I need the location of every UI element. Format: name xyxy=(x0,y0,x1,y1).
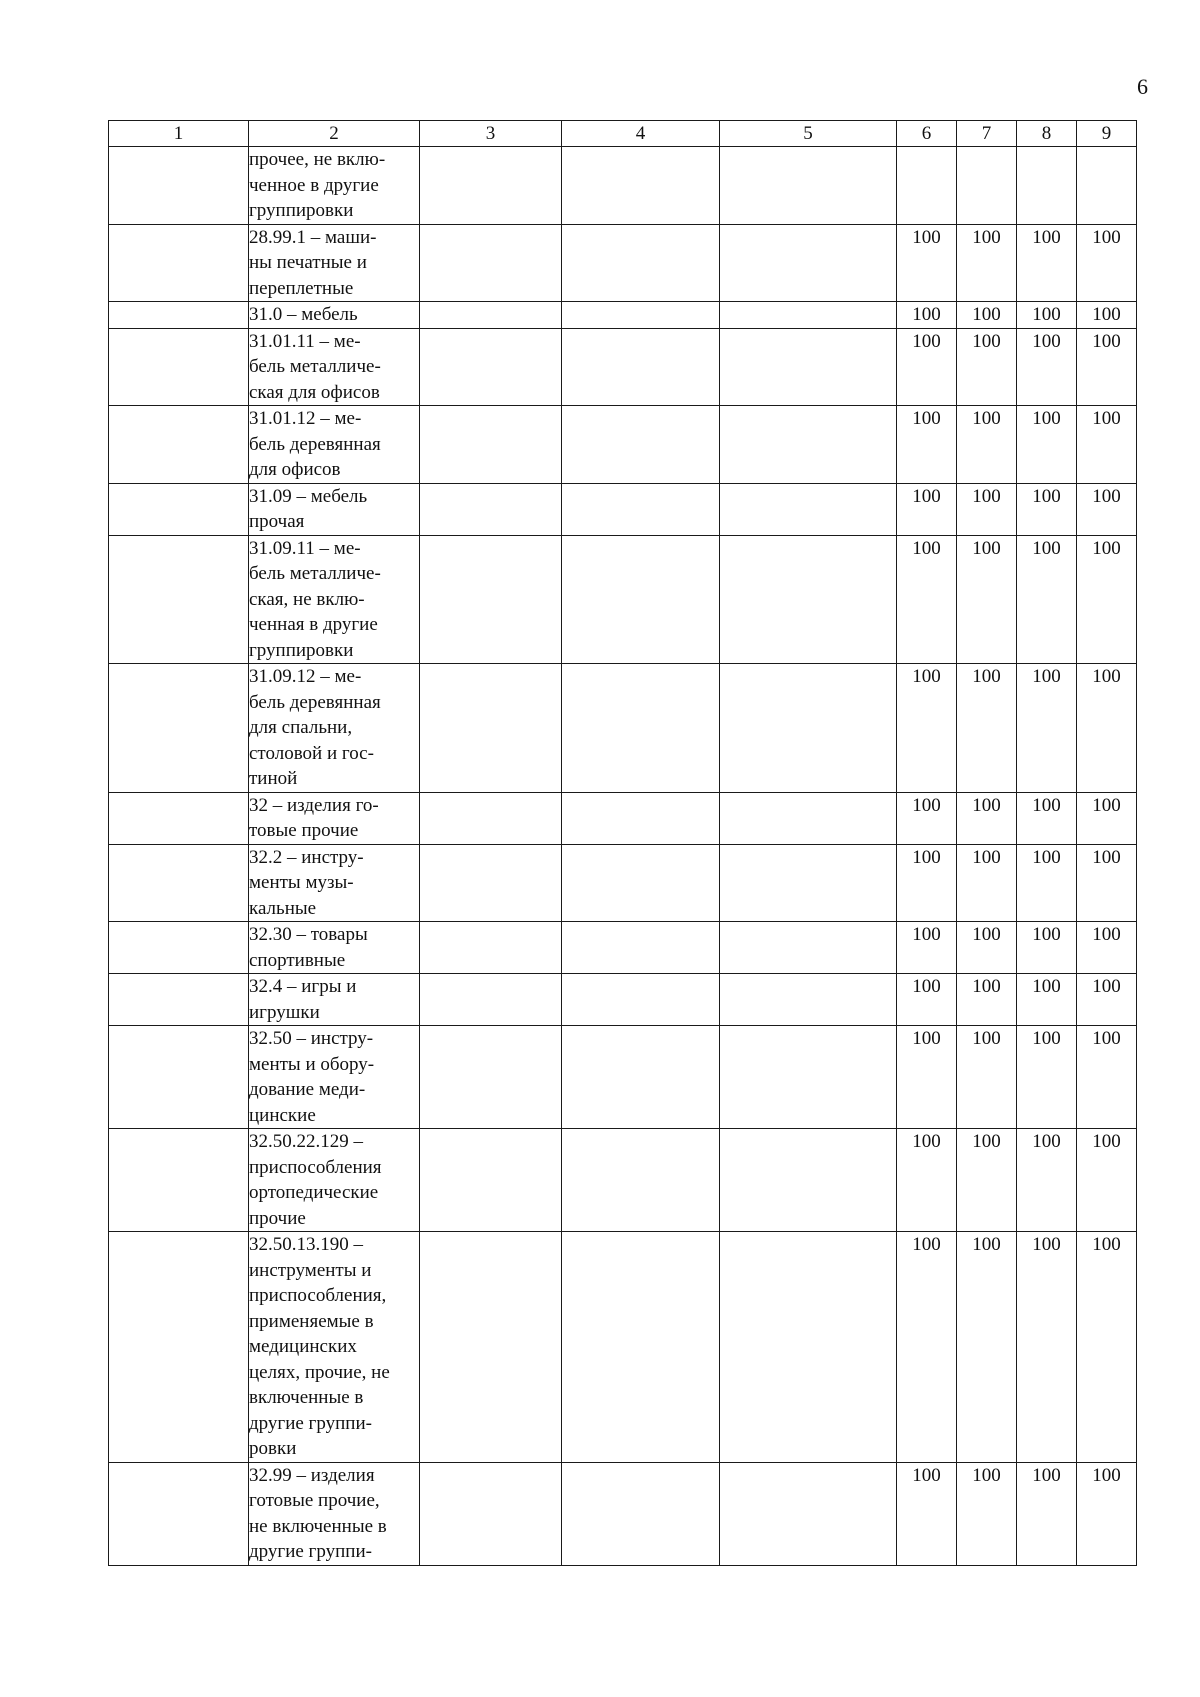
cell-value: 100 xyxy=(897,302,957,329)
cell-col5 xyxy=(720,974,897,1026)
cell-col1 xyxy=(109,844,249,922)
cell-value: 100 xyxy=(957,1129,1017,1232)
cell-value: 100 xyxy=(897,922,957,974)
cell-value: 100 xyxy=(1017,974,1077,1026)
cell-value: 100 xyxy=(897,328,957,406)
cell-col4 xyxy=(562,224,720,302)
header-cell: 8 xyxy=(1017,121,1077,147)
cell-col3 xyxy=(420,328,562,406)
cell-description: прочее, не вклю- ченное в другие группировки xyxy=(249,147,420,225)
cell-col4 xyxy=(562,974,720,1026)
cell-col3 xyxy=(420,974,562,1026)
header-cell: 4 xyxy=(562,121,720,147)
cell-col1 xyxy=(109,483,249,535)
cell-col5 xyxy=(720,328,897,406)
cell-value: 100 xyxy=(957,1462,1017,1565)
cell-col1 xyxy=(109,328,249,406)
table-row xyxy=(109,302,1137,329)
cell-value: 100 xyxy=(1077,844,1137,922)
cell-value: 100 xyxy=(957,974,1017,1026)
cell-value: 100 xyxy=(1017,1462,1077,1565)
cell-value: 100 xyxy=(1017,328,1077,406)
cell-value: 100 xyxy=(897,535,957,664)
cell-value: 100 xyxy=(957,1026,1017,1129)
cell-col3 xyxy=(420,844,562,922)
cell-value: 100 xyxy=(1017,844,1077,922)
cell-value: 100 xyxy=(1017,406,1077,484)
cell-value: 100 xyxy=(897,844,957,922)
cell-value: 100 xyxy=(1017,1026,1077,1129)
cell-value: 100 xyxy=(957,844,1017,922)
cell-col4 xyxy=(562,302,720,329)
cell-col4 xyxy=(562,406,720,484)
cell-col1 xyxy=(109,922,249,974)
cell-col5 xyxy=(720,406,897,484)
cell-description: 32.50.22.129 – приспособления ортопедические прочие xyxy=(249,1129,420,1232)
cell-value: 100 xyxy=(1077,664,1137,793)
cell-description: 32.99 – изделия готовые прочие, не включенные в другие группи- xyxy=(249,1462,420,1565)
cell-col5 xyxy=(720,1232,897,1463)
cell-value: 100 xyxy=(957,224,1017,302)
cell-value: 100 xyxy=(1077,792,1137,844)
cell-col5 xyxy=(720,147,897,225)
cell-col4 xyxy=(562,844,720,922)
cell-col1 xyxy=(109,1129,249,1232)
cell-col1 xyxy=(109,974,249,1026)
cell-col3 xyxy=(420,302,562,329)
cell-col4 xyxy=(562,1462,720,1565)
cell-value: 100 xyxy=(1077,1232,1137,1463)
table-row xyxy=(109,664,1137,793)
cell-col5 xyxy=(720,1129,897,1232)
cell-col3 xyxy=(420,664,562,793)
cell-value: 100 xyxy=(1077,1129,1137,1232)
cell-col3 xyxy=(420,792,562,844)
cell-value: 100 xyxy=(957,483,1017,535)
cell-col4 xyxy=(562,483,720,535)
cell-col1 xyxy=(109,406,249,484)
cell-value: 100 xyxy=(1077,302,1137,329)
cell-description: 32.50 – инстру- менты и обору- дование меди- цинские xyxy=(249,1026,420,1129)
header-cell: 6 xyxy=(897,121,957,147)
cell-col4 xyxy=(562,535,720,664)
cell-col3 xyxy=(420,147,562,225)
cell-value: 100 xyxy=(1017,1129,1077,1232)
cell-col1 xyxy=(109,224,249,302)
cell-value: 100 xyxy=(897,974,957,1026)
table-row xyxy=(109,922,1137,974)
cell-value: 100 xyxy=(1017,224,1077,302)
cell-value: 100 xyxy=(1077,922,1137,974)
cell-value xyxy=(957,147,1017,225)
header-cell: 7 xyxy=(957,121,1017,147)
cell-col1 xyxy=(109,1462,249,1565)
cell-value: 100 xyxy=(897,483,957,535)
cell-value: 100 xyxy=(1017,664,1077,793)
cell-description: 31.01.11 – ме- бель металличе- ская для офисов xyxy=(249,328,420,406)
table-row xyxy=(109,974,1137,1026)
header-cell: 2 xyxy=(249,121,420,147)
header-cell: 3 xyxy=(420,121,562,147)
cell-value: 100 xyxy=(957,664,1017,793)
cell-value: 100 xyxy=(957,922,1017,974)
cell-value: 100 xyxy=(1077,328,1137,406)
header-cell: 9 xyxy=(1077,121,1137,147)
cell-col4 xyxy=(562,1026,720,1129)
cell-col5 xyxy=(720,1462,897,1565)
cell-description: 31.09 – мебель прочая xyxy=(249,483,420,535)
cell-value xyxy=(1077,147,1137,225)
table-row xyxy=(109,483,1137,535)
cell-col5 xyxy=(720,792,897,844)
cell-value: 100 xyxy=(1017,535,1077,664)
cell-col5 xyxy=(720,664,897,793)
cell-description: 32.30 – товары спортивные xyxy=(249,922,420,974)
cell-col4 xyxy=(562,147,720,225)
cell-col3 xyxy=(420,1026,562,1129)
cell-description: 28.99.1 – маши- ны печатные и переплетные xyxy=(249,224,420,302)
cell-value: 100 xyxy=(957,792,1017,844)
cell-value: 100 xyxy=(897,1026,957,1129)
cell-value: 100 xyxy=(897,792,957,844)
cell-value: 100 xyxy=(897,1232,957,1463)
cell-value: 100 xyxy=(957,1232,1017,1463)
cell-value: 100 xyxy=(1077,406,1137,484)
cell-col3 xyxy=(420,406,562,484)
cell-description: 31.01.12 – ме- бель деревянная для офисов xyxy=(249,406,420,484)
cell-value: 100 xyxy=(1077,1462,1137,1565)
document-table xyxy=(108,120,1137,1566)
table-row xyxy=(109,1129,1137,1232)
table-row xyxy=(109,1462,1137,1565)
cell-value: 100 xyxy=(1017,792,1077,844)
cell-col1 xyxy=(109,302,249,329)
cell-value: 100 xyxy=(897,406,957,484)
table-row xyxy=(109,147,1137,225)
table-body xyxy=(109,147,1137,1566)
cell-description: 32.50.13.190 – инструменты и приспособления, применяемые в медицинских целях, прочие, не включенные в другие группи- ровки xyxy=(249,1232,420,1463)
cell-value: 100 xyxy=(1017,922,1077,974)
cell-value: 100 xyxy=(957,328,1017,406)
cell-col4 xyxy=(562,664,720,793)
table-row xyxy=(109,1232,1137,1463)
cell-col4 xyxy=(562,328,720,406)
cell-col5 xyxy=(720,1026,897,1129)
cell-col4 xyxy=(562,1232,720,1463)
cell-col1 xyxy=(109,147,249,225)
cell-value: 100 xyxy=(1077,535,1137,664)
cell-description: 32.2 – инстру- менты музы- кальные xyxy=(249,844,420,922)
cell-value: 100 xyxy=(1077,483,1137,535)
cell-col5 xyxy=(720,302,897,329)
cell-value xyxy=(897,147,957,225)
cell-value: 100 xyxy=(1077,974,1137,1026)
cell-description: 32.4 – игры и игрушки xyxy=(249,974,420,1026)
cell-col3 xyxy=(420,922,562,974)
header-row xyxy=(109,121,1137,147)
cell-description: 31.09.12 – ме- бель деревянная для спальни, столовой и гос- тиной xyxy=(249,664,420,793)
cell-col1 xyxy=(109,1026,249,1129)
cell-col3 xyxy=(420,1129,562,1232)
cell-col3 xyxy=(420,535,562,664)
cell-col5 xyxy=(720,535,897,664)
cell-value: 100 xyxy=(957,535,1017,664)
cell-col5 xyxy=(720,224,897,302)
cell-value: 100 xyxy=(897,664,957,793)
table-row xyxy=(109,406,1137,484)
cell-value: 100 xyxy=(957,406,1017,484)
cell-value xyxy=(1017,147,1077,225)
cell-col3 xyxy=(420,224,562,302)
cell-col4 xyxy=(562,1129,720,1232)
header-cell: 1 xyxy=(109,121,249,147)
cell-value: 100 xyxy=(897,1129,957,1232)
cell-col4 xyxy=(562,922,720,974)
cell-description: 31.0 – мебель xyxy=(249,302,420,329)
cell-col5 xyxy=(720,483,897,535)
cell-col3 xyxy=(420,483,562,535)
cell-col1 xyxy=(109,535,249,664)
cell-value: 100 xyxy=(1077,1026,1137,1129)
cell-value: 100 xyxy=(897,224,957,302)
cell-col5 xyxy=(720,844,897,922)
table-row xyxy=(109,1026,1137,1129)
cell-col1 xyxy=(109,664,249,793)
cell-col3 xyxy=(420,1232,562,1463)
cell-col5 xyxy=(720,922,897,974)
cell-value: 100 xyxy=(1077,224,1137,302)
cell-col1 xyxy=(109,1232,249,1463)
header-cell: 5 xyxy=(720,121,897,147)
cell-description: 32 – изделия го- товые прочие xyxy=(249,792,420,844)
cell-value: 100 xyxy=(1017,302,1077,329)
cell-value: 100 xyxy=(1017,483,1077,535)
cell-col4 xyxy=(562,792,720,844)
table-row xyxy=(109,535,1137,664)
cell-description: 31.09.11 – ме- бель металличе- ская, не вклю- ченная в другие группировки xyxy=(249,535,420,664)
table-row xyxy=(109,844,1137,922)
table-row xyxy=(109,328,1137,406)
cell-value: 100 xyxy=(897,1462,957,1565)
cell-value: 100 xyxy=(1017,1232,1077,1463)
cell-value: 100 xyxy=(957,302,1017,329)
table-row xyxy=(109,224,1137,302)
page-number: 6 xyxy=(1137,74,1148,99)
cell-col1 xyxy=(109,792,249,844)
table-row xyxy=(109,792,1137,844)
cell-col3 xyxy=(420,1462,562,1565)
